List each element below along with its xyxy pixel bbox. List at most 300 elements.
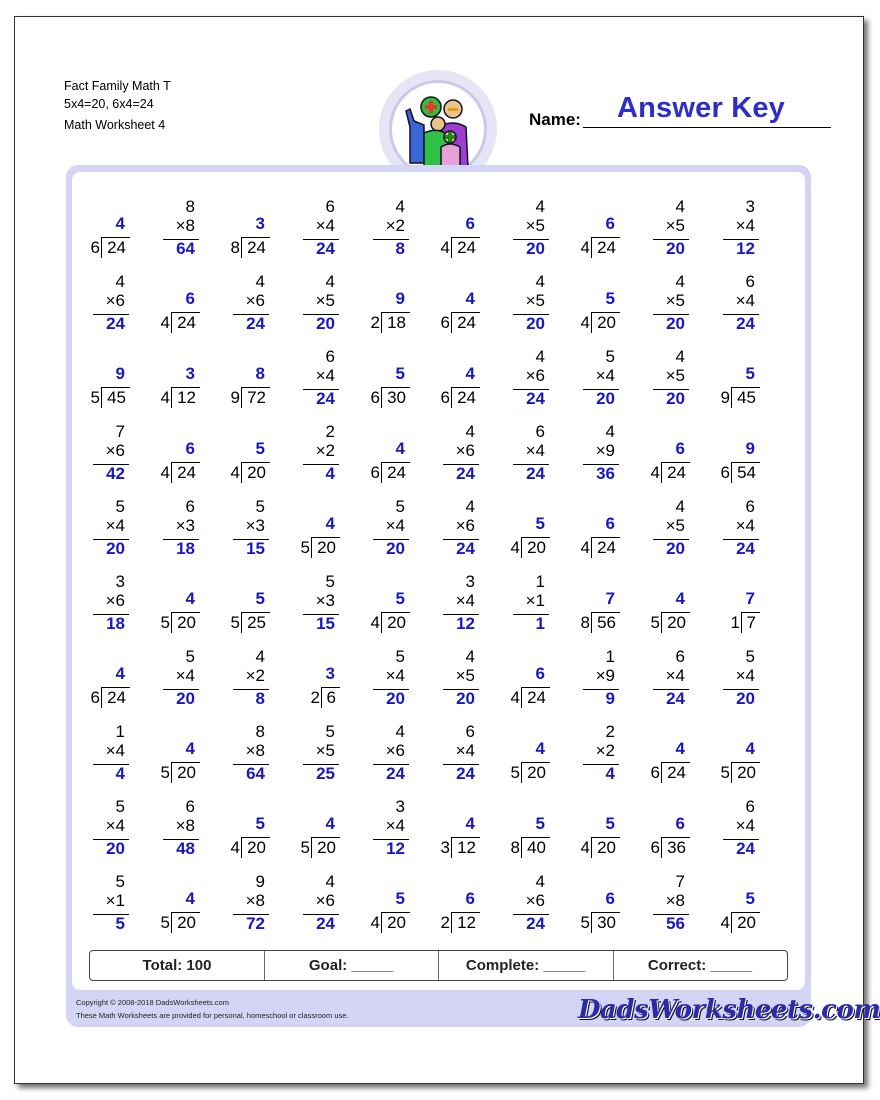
factor-bottom: ×2 xyxy=(595,741,615,760)
quotient-answer: 5 xyxy=(535,814,545,833)
factor-bottom: ×5 xyxy=(315,741,335,760)
factor-top: 4 xyxy=(115,272,125,291)
division-problem xyxy=(489,797,549,872)
factor-top: 4 xyxy=(395,722,405,741)
quotient-answer: 9 xyxy=(115,364,125,383)
quotient-answer: 5 xyxy=(535,514,545,533)
multiplication-problem xyxy=(69,422,129,497)
factor-bottom: ×6 xyxy=(315,891,335,910)
divisor: 6 xyxy=(720,463,730,482)
multiplication-problem xyxy=(279,197,339,272)
division-problem xyxy=(489,722,549,797)
factor-top: 3 xyxy=(465,572,475,591)
dividend: 20 xyxy=(247,838,266,857)
factor-top: 2 xyxy=(605,722,615,741)
factor-bottom: ×4 xyxy=(665,666,685,685)
factor-top: 6 xyxy=(675,647,685,666)
division-problem xyxy=(629,422,689,497)
multiplication-problem xyxy=(209,872,269,947)
product-answer: 12 xyxy=(456,614,475,633)
multiplication-problem xyxy=(629,872,689,947)
factor-bottom: ×5 xyxy=(525,291,545,310)
factor-bottom: ×4 xyxy=(735,816,755,835)
product-answer: 64 xyxy=(246,764,265,783)
product-answer: 20 xyxy=(526,314,545,333)
multiplication-problem xyxy=(489,272,549,347)
multiplication-problem xyxy=(559,422,619,497)
product-answer: 20 xyxy=(386,539,405,558)
factor-bottom: ×1 xyxy=(525,591,545,610)
dividend: 24 xyxy=(667,463,686,482)
divisor: 4 xyxy=(720,913,730,932)
dividend: 30 xyxy=(387,388,406,407)
multiplication-problem xyxy=(349,722,409,797)
multiplication-problem xyxy=(489,422,549,497)
multiplication-problem xyxy=(279,422,339,497)
product-answer: 24 xyxy=(316,239,335,258)
factor-top: 4 xyxy=(465,647,475,666)
quotient-answer: 6 xyxy=(465,214,475,233)
divisor: 5 xyxy=(580,913,590,932)
multiplication-problem xyxy=(419,722,479,797)
product-answer: 20 xyxy=(316,314,335,333)
division-problem xyxy=(559,272,619,347)
correct-field[interactable]: Correct: _____ xyxy=(647,957,753,974)
product-answer: 24 xyxy=(526,464,545,483)
product-answer: 24 xyxy=(526,914,545,933)
quotient-answer: 5 xyxy=(605,814,615,833)
dividend: 24 xyxy=(177,463,196,482)
score-bar xyxy=(89,950,788,981)
quotient-answer: 4 xyxy=(115,664,125,683)
quotient-answer: 9 xyxy=(745,439,755,458)
divisor: 9 xyxy=(720,388,730,407)
multiplication-problem xyxy=(209,497,269,572)
factor-top: 5 xyxy=(325,722,335,741)
factor-top: 5 xyxy=(395,497,405,516)
multiplication-problem xyxy=(419,422,479,497)
division-problem xyxy=(279,647,339,722)
quotient-answer: 6 xyxy=(675,814,685,833)
dividend: 20 xyxy=(317,538,336,557)
product-answer: 24 xyxy=(456,764,475,783)
factor-bottom: ×4 xyxy=(385,516,405,535)
factor-top: 5 xyxy=(115,497,125,516)
product-answer: 18 xyxy=(106,614,125,633)
multiplication-problem xyxy=(69,272,129,347)
quotient-answer: 4 xyxy=(535,739,545,758)
product-answer: 24 xyxy=(316,389,335,408)
product-answer: 24 xyxy=(456,464,475,483)
multiplication-problem xyxy=(489,872,549,947)
dividend: 36 xyxy=(667,838,686,857)
product-answer: 42 xyxy=(106,464,125,483)
dividend: 12 xyxy=(457,913,476,932)
factor-top: 4 xyxy=(675,347,685,366)
factor-bottom: ×8 xyxy=(245,891,265,910)
factor-bottom: ×8 xyxy=(175,216,195,235)
dividend: 20 xyxy=(177,763,196,782)
quotient-answer: 9 xyxy=(395,289,405,308)
division-problem xyxy=(209,347,269,422)
division-problem xyxy=(139,272,199,347)
quotient-answer: 6 xyxy=(535,664,545,683)
multiplication-problem xyxy=(69,497,129,572)
multiplication-problem xyxy=(209,647,269,722)
division-problem xyxy=(419,797,479,872)
factor-top: 4 xyxy=(255,647,265,666)
division-problem xyxy=(559,797,619,872)
dividend: 25 xyxy=(247,613,266,632)
divisor: 4 xyxy=(650,463,660,482)
divisor: 5 xyxy=(230,613,240,632)
factor-top: 6 xyxy=(465,722,475,741)
product-answer: 24 xyxy=(736,539,755,558)
division-problem xyxy=(349,347,409,422)
quotient-answer: 5 xyxy=(395,364,405,383)
divisor: 3 xyxy=(440,838,450,857)
factor-top: 4 xyxy=(535,197,545,216)
factor-bottom: ×5 xyxy=(315,291,335,310)
division-problem xyxy=(209,422,269,497)
factor-top: 7 xyxy=(115,422,125,441)
multiplication-problem xyxy=(419,572,479,647)
quotient-answer: 5 xyxy=(255,589,265,608)
divisor: 4 xyxy=(230,838,240,857)
divisor: 9 xyxy=(230,388,240,407)
factor-bottom: ×4 xyxy=(105,516,125,535)
multiplication-problem xyxy=(559,347,619,422)
dividend: 20 xyxy=(667,613,686,632)
multiplication-problem xyxy=(629,647,689,722)
division-problem xyxy=(629,722,689,797)
brand-logo: DadsWorksheets.com xyxy=(578,995,880,1025)
factor-bottom: ×6 xyxy=(105,291,125,310)
quotient-answer: 4 xyxy=(185,589,195,608)
division-problem xyxy=(349,422,409,497)
divisor: 6 xyxy=(440,388,450,407)
multiplication-problem xyxy=(419,647,479,722)
multiplication-problem xyxy=(349,647,409,722)
divisor: 5 xyxy=(300,838,310,857)
dividend: 24 xyxy=(457,313,476,332)
multiplication-problem xyxy=(349,797,409,872)
factor-bottom: ×2 xyxy=(315,441,335,460)
quotient-answer: 4 xyxy=(465,814,475,833)
divisor: 6 xyxy=(440,313,450,332)
factor-top: 4 xyxy=(535,347,545,366)
factor-bottom: ×4 xyxy=(175,666,195,685)
division-problem xyxy=(349,272,409,347)
factor-top: 5 xyxy=(185,647,195,666)
factor-top: 4 xyxy=(535,272,545,291)
quotient-answer: 4 xyxy=(465,289,475,308)
product-answer: 25 xyxy=(316,764,335,783)
quotient-answer: 4 xyxy=(675,589,685,608)
multiplication-problem xyxy=(489,347,549,422)
multiplication-problem xyxy=(349,497,409,572)
division-problem xyxy=(139,347,199,422)
divisor: 4 xyxy=(580,313,590,332)
factor-top: 5 xyxy=(115,872,125,891)
factor-bottom: ×6 xyxy=(455,441,475,460)
factor-bottom: ×6 xyxy=(245,291,265,310)
divisor: 2 xyxy=(310,688,320,707)
factor-bottom: ×4 xyxy=(385,816,405,835)
factor-bottom: ×4 xyxy=(735,666,755,685)
divisor: 4 xyxy=(510,688,520,707)
quotient-answer: 6 xyxy=(185,439,195,458)
division-problem xyxy=(419,197,479,272)
factor-top: 3 xyxy=(745,197,755,216)
divisor: 4 xyxy=(440,238,450,257)
factor-top: 7 xyxy=(675,872,685,891)
multiplication-problem xyxy=(489,197,549,272)
factor-top: 4 xyxy=(675,272,685,291)
factor-top: 4 xyxy=(325,872,335,891)
product-answer: 24 xyxy=(736,839,755,858)
dividend: 20 xyxy=(177,913,196,932)
divisor: 6 xyxy=(650,763,660,782)
product-answer: 24 xyxy=(456,539,475,558)
division-problem xyxy=(629,572,689,647)
division-problem xyxy=(349,872,409,947)
factor-top: 4 xyxy=(325,272,335,291)
division-problem xyxy=(559,872,619,947)
product-answer: 24 xyxy=(246,314,265,333)
dividend: 12 xyxy=(177,388,196,407)
product-answer: 20 xyxy=(176,689,195,708)
division-problem xyxy=(209,797,269,872)
factor-bottom: ×4 xyxy=(315,366,335,385)
factor-bottom: ×4 xyxy=(735,291,755,310)
divisor: 4 xyxy=(510,538,520,557)
division-problem xyxy=(699,347,759,422)
divisor: 5 xyxy=(510,763,520,782)
total-field: Total: 100 xyxy=(142,957,212,974)
product-answer: 56 xyxy=(666,914,685,933)
quotient-answer: 4 xyxy=(185,739,195,758)
factor-top: 8 xyxy=(255,722,265,741)
division-problem xyxy=(489,647,549,722)
dividend: 24 xyxy=(387,463,406,482)
multiplication-problem xyxy=(349,197,409,272)
divisor: 4 xyxy=(160,463,170,482)
multiplication-problem xyxy=(139,797,199,872)
dividend: 30 xyxy=(597,913,616,932)
product-answer: 20 xyxy=(666,314,685,333)
dividend: 45 xyxy=(107,388,126,407)
factor-bottom: ×8 xyxy=(245,741,265,760)
product-answer: 12 xyxy=(736,239,755,258)
division-problem xyxy=(349,572,409,647)
multiplication-problem xyxy=(279,272,339,347)
factor-bottom: ×6 xyxy=(105,591,125,610)
dividend: 20 xyxy=(597,838,616,857)
divisor: 4 xyxy=(160,388,170,407)
factor-bottom: ×6 xyxy=(525,366,545,385)
factor-top: 4 xyxy=(255,272,265,291)
product-answer: 64 xyxy=(176,239,195,258)
product-answer: 8 xyxy=(255,689,265,708)
dividend: 72 xyxy=(247,388,266,407)
multiplication-problem xyxy=(69,572,129,647)
quotient-answer: 5 xyxy=(395,589,405,608)
factor-bottom: ×9 xyxy=(595,441,615,460)
worksheet-subtitle: 5x4=20, 6x4=24 xyxy=(64,97,154,111)
complete-field[interactable]: Complete: _____ xyxy=(465,957,586,974)
quotient-answer: 3 xyxy=(255,214,265,233)
product-answer: 72 xyxy=(246,914,265,933)
factor-top: 5 xyxy=(395,647,405,666)
factor-top: 4 xyxy=(465,497,475,516)
factor-bottom: ×6 xyxy=(455,516,475,535)
factor-bottom: ×4 xyxy=(735,516,755,535)
quotient-answer: 5 xyxy=(255,814,265,833)
dividend: 24 xyxy=(457,388,476,407)
divisor: 8 xyxy=(510,838,520,857)
dividend: 24 xyxy=(247,238,266,257)
dividend: 54 xyxy=(737,463,756,482)
product-answer: 20 xyxy=(386,689,405,708)
divisor: 4 xyxy=(370,613,380,632)
quotient-answer: 6 xyxy=(185,289,195,308)
dividend: 24 xyxy=(177,313,196,332)
product-answer: 20 xyxy=(456,689,475,708)
dividend: 20 xyxy=(597,313,616,332)
factor-top: 5 xyxy=(605,347,615,366)
multiplication-problem xyxy=(629,347,689,422)
product-answer: 1 xyxy=(535,614,545,633)
multiplication-problem xyxy=(69,797,129,872)
multiplication-problem xyxy=(559,722,619,797)
quotient-answer: 5 xyxy=(745,364,755,383)
factor-bottom: ×6 xyxy=(385,741,405,760)
factor-top: 4 xyxy=(465,422,475,441)
divisor: 5 xyxy=(650,613,660,632)
dividend: 7 xyxy=(746,613,756,632)
division-problem xyxy=(559,497,619,572)
divisor: 4 xyxy=(370,913,380,932)
factor-top: 5 xyxy=(325,572,335,591)
factor-bottom: ×8 xyxy=(175,816,195,835)
quotient-answer: 3 xyxy=(185,364,195,383)
product-answer: 20 xyxy=(526,239,545,258)
multiplication-problem xyxy=(699,272,759,347)
divisor: 5 xyxy=(300,538,310,557)
worksheet-title: Fact Family Math T xyxy=(64,79,171,93)
quotient-answer: 5 xyxy=(745,889,755,908)
divisor: 1 xyxy=(730,613,740,632)
division-problem xyxy=(69,647,129,722)
multiplication-problem xyxy=(699,797,759,872)
divisor: 6 xyxy=(370,388,380,407)
factor-top: 4 xyxy=(605,422,615,441)
factor-bottom: ×2 xyxy=(385,216,405,235)
product-answer: 24 xyxy=(316,914,335,933)
quotient-answer: 4 xyxy=(325,814,335,833)
multiplication-problem xyxy=(69,722,129,797)
multiplication-problem xyxy=(629,272,689,347)
factor-top: 1 xyxy=(605,647,615,666)
copyright-line: Copyright © 2008-2018 DadsWorksheets.com xyxy=(76,998,229,1007)
divisor: 5 xyxy=(90,388,100,407)
quotient-answer: 4 xyxy=(465,364,475,383)
quotient-answer: 4 xyxy=(395,439,405,458)
division-problem xyxy=(699,872,759,947)
factor-bottom: ×3 xyxy=(315,591,335,610)
factor-top: 1 xyxy=(115,722,125,741)
product-answer: 36 xyxy=(596,464,615,483)
factor-bottom: ×4 xyxy=(525,441,545,460)
factor-bottom: ×5 xyxy=(665,366,685,385)
factor-bottom: ×5 xyxy=(665,516,685,535)
product-answer: 8 xyxy=(395,239,405,258)
factor-top: 3 xyxy=(395,797,405,816)
division-problem xyxy=(209,572,269,647)
multiplication-problem xyxy=(629,197,689,272)
quotient-answer: 8 xyxy=(255,364,265,383)
multiplication-problem xyxy=(279,347,339,422)
product-answer: 20 xyxy=(106,839,125,858)
division-problem xyxy=(699,722,759,797)
dividend: 20 xyxy=(317,838,336,857)
factor-bottom: ×3 xyxy=(245,516,265,535)
divisor: 2 xyxy=(370,313,380,332)
factor-bottom: ×4 xyxy=(455,741,475,760)
factor-bottom: ×4 xyxy=(385,666,405,685)
factor-bottom: ×2 xyxy=(245,666,265,685)
division-problem xyxy=(699,572,759,647)
factor-bottom: ×3 xyxy=(175,516,195,535)
product-answer: 24 xyxy=(736,314,755,333)
product-answer: 48 xyxy=(176,839,195,858)
factor-top: 8 xyxy=(185,197,195,216)
factor-top: 6 xyxy=(535,422,545,441)
division-problem xyxy=(139,722,199,797)
factor-top: 6 xyxy=(185,797,195,816)
division-problem xyxy=(559,197,619,272)
factor-bottom: ×4 xyxy=(315,216,335,235)
quotient-answer: 6 xyxy=(605,214,615,233)
name-field-line[interactable] xyxy=(583,127,831,128)
product-answer: 4 xyxy=(325,464,335,483)
dividend: 6 xyxy=(326,688,336,707)
multiplication-problem xyxy=(139,647,199,722)
goal-field[interactable]: Goal: _____ xyxy=(308,957,394,974)
dividend: 24 xyxy=(527,688,546,707)
name-label: Name: xyxy=(529,110,581,129)
factor-bottom: ×9 xyxy=(595,666,615,685)
factor-bottom: ×4 xyxy=(455,591,475,610)
quotient-answer: 6 xyxy=(605,514,615,533)
product-answer: 20 xyxy=(666,239,685,258)
dividend: 20 xyxy=(177,613,196,632)
product-answer: 24 xyxy=(526,389,545,408)
dividend: 20 xyxy=(737,913,756,932)
factor-bottom: ×4 xyxy=(735,216,755,235)
product-answer: 20 xyxy=(666,539,685,558)
product-answer: 15 xyxy=(246,539,265,558)
factor-bottom: ×6 xyxy=(105,441,125,460)
quotient-answer: 6 xyxy=(465,889,475,908)
factor-top: 3 xyxy=(115,572,125,591)
usage-note: These Math Worksheets are provided for personal, homeschool or classroom use. xyxy=(76,1011,349,1020)
divisor: 5 xyxy=(720,763,730,782)
factor-top: 6 xyxy=(325,197,335,216)
factor-bottom: ×5 xyxy=(665,291,685,310)
division-problem xyxy=(69,347,129,422)
